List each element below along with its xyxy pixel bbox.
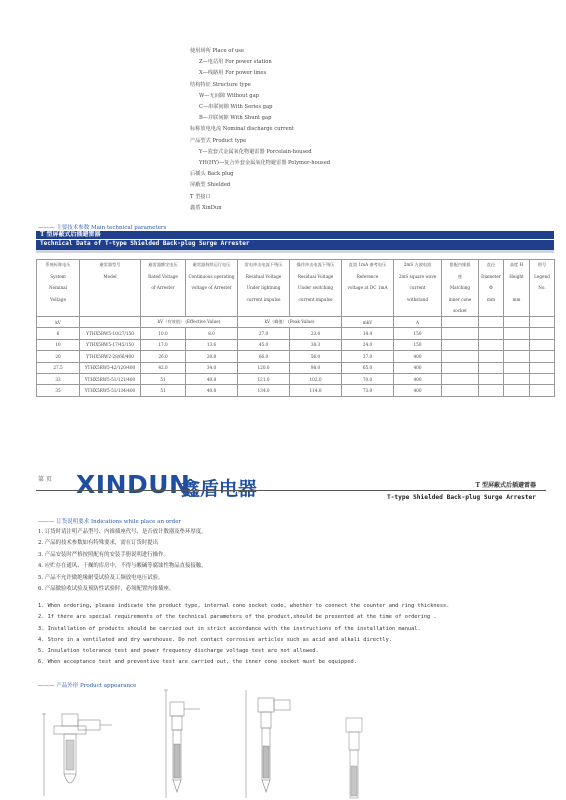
table-unit-row <box>37 316 555 327</box>
table-cell: 20 <box>37 351 80 362</box>
table-header-cell: Height <box>504 271 530 282</box>
order-item-cn: 5. 产品不允许做绝缘耐受试验及工频放电电压试验。 <box>38 574 164 581</box>
legend-line: T 型接口 <box>190 193 211 200</box>
unit-mw: mkV <box>342 316 394 327</box>
table-header-cell: Matching <box>442 282 479 293</box>
table-cell: 66.0 <box>238 351 290 362</box>
order-section-heading: ——— 订货说明要求 Indications while place an order <box>38 519 182 525</box>
table-header-cell: Continuous operating <box>186 271 238 282</box>
table-header-cell: of Arrester <box>141 282 186 293</box>
product-drawing-2 <box>140 688 210 800</box>
table-header-cell: Under switching <box>290 282 342 293</box>
legend-line: X—线路用 For power lines <box>199 70 267 77</box>
table-header-cell <box>80 305 141 316</box>
table-cell: 23.0 <box>290 328 342 339</box>
table-cell <box>479 328 504 339</box>
table-header-cell <box>504 305 530 316</box>
table-header-cell: 高度 H <box>504 260 530 271</box>
table-cell: YTHX5RW5-42/120/400 <box>80 362 141 373</box>
table-cell <box>442 328 479 339</box>
table-header-cell: 操作冲击电流下残压 <box>290 260 342 271</box>
table-header-row <box>37 294 555 305</box>
table-header-cell <box>80 294 141 305</box>
table-cell <box>442 339 479 350</box>
table-cell <box>504 339 530 350</box>
order-item-en: 1. When ordering, please indicate the product type, internal cone socket code, whether to connect the counter and ring thickness. <box>38 603 450 609</box>
order-list-en <box>38 601 449 669</box>
table-cell <box>479 351 504 362</box>
table-cell: 73.0 <box>342 385 394 396</box>
order-item-en: 6. When acceptance test and preventive test are carried out, the inner cone socket must be equipped. <box>38 659 357 666</box>
table-cell: 400 <box>394 373 442 384</box>
table-header-cell: 系统标称电压 <box>37 260 80 271</box>
table-header-cell: withstand <box>394 294 442 305</box>
legend-line: B—并联间隙 With Shunt gap <box>199 115 272 122</box>
table-cell <box>442 351 479 362</box>
table-cell: 400 <box>394 362 442 373</box>
table-header-cell: 图号 <box>530 260 555 271</box>
unit-kv: kV <box>37 316 80 327</box>
tech-title-bar-cn: T 型屏蔽式后插避雷器 <box>36 231 554 239</box>
table-cell: 51 <box>141 385 186 396</box>
table-header-cell: current <box>394 282 442 293</box>
table-cell <box>504 385 530 396</box>
table-cell <box>479 339 504 350</box>
table-cell: 24.0 <box>342 339 394 350</box>
table-header-cell: Rated Voltage <box>141 271 186 282</box>
legend-line: 产品型式 Product type <box>190 137 247 144</box>
table-header-cell <box>290 305 342 316</box>
table-header-cell: socket <box>442 305 479 316</box>
table-cell: YTHX5RW5-51/134/400 <box>80 385 141 396</box>
model-legend <box>190 46 330 214</box>
table-header-cell <box>186 305 238 316</box>
table-cell: YTHX5RW5-17/45/150 <box>80 339 141 350</box>
brand-logo-en: XINDUN <box>76 470 191 499</box>
table-cell <box>504 351 530 362</box>
header-title-en: T-type Shielded Back-plug Surge Arrester <box>386 494 536 501</box>
table-cell <box>504 328 530 339</box>
table-header-cell: 座 <box>442 271 479 282</box>
table-header-cell <box>342 294 394 305</box>
table-header-cell: 2mS square wave <box>394 271 442 282</box>
table-header-cell: Under lightning <box>238 282 290 293</box>
product-drawing-4 <box>330 716 380 800</box>
spec-table <box>36 259 555 397</box>
table-header-cell <box>479 305 504 316</box>
table-cell: 42.0 <box>141 362 186 373</box>
table-header-cell: Voltage <box>37 294 80 305</box>
table-cell: 10 <box>37 339 80 350</box>
table-header-cell: System <box>37 271 80 282</box>
table-cell: 56.0 <box>290 351 342 362</box>
table-cell: 45.0 <box>238 339 290 350</box>
table-cell: 121.0 <box>238 373 290 384</box>
product-drawing-1 <box>40 696 120 800</box>
tech-title-bar-en: Technical Data of T-type Shielded Back-plug Surge Arrester <box>36 240 554 250</box>
table-header-cell: Residual Voltage <box>238 271 290 282</box>
table-cell: 8.0 <box>186 328 238 339</box>
table-cell: 400 <box>394 351 442 362</box>
tech-section-heading: ——— 主要技术参数 Main technical parameters <box>38 225 167 231</box>
header-divider <box>36 490 546 491</box>
table-cell: 17.0 <box>141 339 186 350</box>
unit-a: A <box>394 316 442 327</box>
order-item-cn: 4. 应贮存在通风、干燥的库房中，不得与酸碱等腐蚀性物品直接接触。 <box>38 563 207 570</box>
legend-line: 屏蔽型 Shielded <box>190 182 231 189</box>
table-header-cell: No. <box>530 282 555 293</box>
table-cell <box>479 362 504 373</box>
table-cell: 120.0 <box>238 362 290 373</box>
legend-line: 标称放电电流 Nominal discharge current <box>190 126 294 133</box>
table-cell <box>530 351 555 362</box>
unit-kv-peak: kV（峰值） (Peak Value) <box>238 316 342 327</box>
unit-kv-effective: kV（有效值） (Effective Value) <box>141 316 238 327</box>
table-header-cell: mm <box>504 294 530 305</box>
table-header-cell: Residual Voltage <box>290 271 342 282</box>
table-header-cell <box>186 294 238 305</box>
table-header-cell <box>37 305 80 316</box>
table-cell <box>479 373 504 384</box>
legend-line: 使用场所 Place of use <box>190 48 245 54</box>
table-header-cell: voltage at DC 1mA <box>342 282 394 293</box>
table-header-cell: 2mS 方波电流 <box>394 260 442 271</box>
table-cell: 14.4 <box>342 328 394 339</box>
order-item-cn: 2. 产品的技术参数如有特殊要求，需在订货时提出 <box>38 540 159 547</box>
table-cell <box>442 362 479 373</box>
order-item-en: 4. Store in a ventilated and dry warehouse. Do not contact corrosive articles such as acid and alkali directly. <box>38 636 392 643</box>
table-cell: 150 <box>394 339 442 350</box>
order-item-en: 3. Installation of products should be carried out in strict accordance with the instructions of the installation manual. <box>38 625 421 632</box>
table-cell: 10.0 <box>141 328 186 339</box>
order-item-en: 2. If there are special requirements of the technical parameters of the product,should be presented at the time of ordering . <box>38 614 437 621</box>
legend-line: W—无间隙 Without gap <box>199 92 259 99</box>
header-title-cn: T 型屏蔽式后插避雷器 <box>475 482 536 489</box>
table-cell <box>479 385 504 396</box>
table-header-cell: 直径 <box>479 260 504 271</box>
legend-line: 鑫盾 XinDun <box>190 204 222 211</box>
table-header-row <box>37 260 555 271</box>
table-header-cell: inner cone <box>442 294 479 305</box>
legend-line: Y—瓷套式金属氧化物避雷器 Porcelain-housed <box>199 148 312 155</box>
order-list-cn <box>38 527 207 595</box>
table-cell <box>530 339 555 350</box>
table-cell: 102.0 <box>290 373 342 384</box>
table-cell: 35 <box>37 385 80 396</box>
table-cell: 27.5 <box>37 362 80 373</box>
table-row <box>37 339 555 350</box>
table-cell: 13.6 <box>186 339 238 350</box>
table-cell: 37.0 <box>342 351 394 362</box>
table-header-cell: Model <box>80 271 141 282</box>
table-row <box>37 373 555 384</box>
table-row <box>37 385 555 396</box>
table-cell: 20.8 <box>186 351 238 362</box>
table-header-cell <box>394 305 442 316</box>
legend-line: 后插头 Back plug <box>190 171 234 178</box>
page-label: 第 页 <box>38 476 52 483</box>
order-item-en: 5. Insulation tolerance test and power frequency discharge voltage test are not allowed. <box>38 648 319 655</box>
table-cell: 38.3 <box>290 339 342 350</box>
table-cell: 34.0 <box>186 362 238 373</box>
table-header-cell: 避雷器持续运行电压 <box>186 260 238 271</box>
table-header-cell: 直流 1mA 参考电压 <box>342 260 394 271</box>
table-header-cell: 避雷器额定电压 <box>141 260 186 271</box>
legend-line: Z—电站用 For power station <box>199 59 272 66</box>
table-header-cell: 雷电冲击电流下残压 <box>238 260 290 271</box>
table-header-row <box>37 305 555 316</box>
table-cell <box>530 385 555 396</box>
table-cell: YTHX5RW5-51/121/400 <box>80 373 141 384</box>
table-cell: 51 <box>141 373 186 384</box>
tech-title-bar-shadow <box>36 250 554 253</box>
table-header-cell <box>530 294 555 305</box>
table-cell <box>504 373 530 384</box>
table-cell: 134.0 <box>238 385 290 396</box>
table-header-cell <box>504 282 530 293</box>
table-cell <box>530 328 555 339</box>
legend-line: C—串联间隙 With Series gap <box>199 104 273 111</box>
table-header-cell <box>342 305 394 316</box>
table-cell <box>504 362 530 373</box>
table-cell <box>530 373 555 384</box>
table-cell <box>442 373 479 384</box>
table-cell: 114.0 <box>290 385 342 396</box>
table-header-cell <box>141 305 186 316</box>
table-cell <box>530 362 555 373</box>
table-header-cell <box>80 282 141 293</box>
order-item-cn: 6. 产品做验收试验及预防性试验时，必须配置内锥插座。 <box>38 586 175 593</box>
table-cell: 33 <box>37 373 80 384</box>
table-header-cell: current impulse <box>238 294 290 305</box>
table-cell: 40.8 <box>186 385 238 396</box>
table-cell: 400 <box>394 385 442 396</box>
table-cell: 27.0 <box>238 328 290 339</box>
order-item-cn: 1. 订货时请注明产品型号、内锥插座代号、是否放计数器及垫环厚度。 <box>38 529 207 535</box>
table-header-cell: 避雷器型号 <box>80 260 141 271</box>
table-header-cell: 搭配内锥插 <box>442 260 479 271</box>
table-cell <box>442 385 479 396</box>
table-cell: 65.0 <box>342 362 394 373</box>
table-header-cell <box>141 294 186 305</box>
brand-logo-cn: 鑫盾电器 <box>181 478 258 500</box>
table-header-row <box>37 282 555 293</box>
product-drawing-3 <box>240 688 310 800</box>
table-cell: YTHX5RW2-28/66/400 <box>80 351 141 362</box>
table-cell: 150 <box>394 328 442 339</box>
table-header-cell: Reference <box>342 271 394 282</box>
appearance-section-heading: ——— 产品外形 Product appearance <box>38 683 137 689</box>
legend-line: 结构特征 Structure type <box>190 81 251 88</box>
order-item-cn: 3. 产品安装时严格按照配有的安装手册说明进行操作。 <box>38 551 169 558</box>
table-cell: 40.8 <box>186 373 238 384</box>
table-row <box>37 351 555 362</box>
table-header-cell <box>238 305 290 316</box>
table-cell: 26.0 <box>141 351 186 362</box>
table-row <box>37 362 555 373</box>
table-cell: YTHX5RW5-10/27/150 <box>80 328 141 339</box>
table-header-cell: voltage of Arrester <box>186 282 238 293</box>
table-header-row <box>37 271 555 282</box>
legend-line: YH(HY)—复合外套金属氧化物避雷器 Polymer-housed <box>199 160 331 167</box>
table-cell: 6 <box>37 328 80 339</box>
table-header-cell: Φ <box>479 282 504 293</box>
table-cell: 70.0 <box>342 373 394 384</box>
table-header-cell: current impulse <box>290 294 342 305</box>
table-row <box>37 328 555 339</box>
table-header-cell: Diameter <box>479 271 504 282</box>
table-header-cell: Nominal <box>37 282 80 293</box>
table-header-cell: mm <box>479 294 504 305</box>
table-header-cell <box>530 305 555 316</box>
table-cell: 98.0 <box>290 362 342 373</box>
table-header-cell: Legend <box>530 271 555 282</box>
